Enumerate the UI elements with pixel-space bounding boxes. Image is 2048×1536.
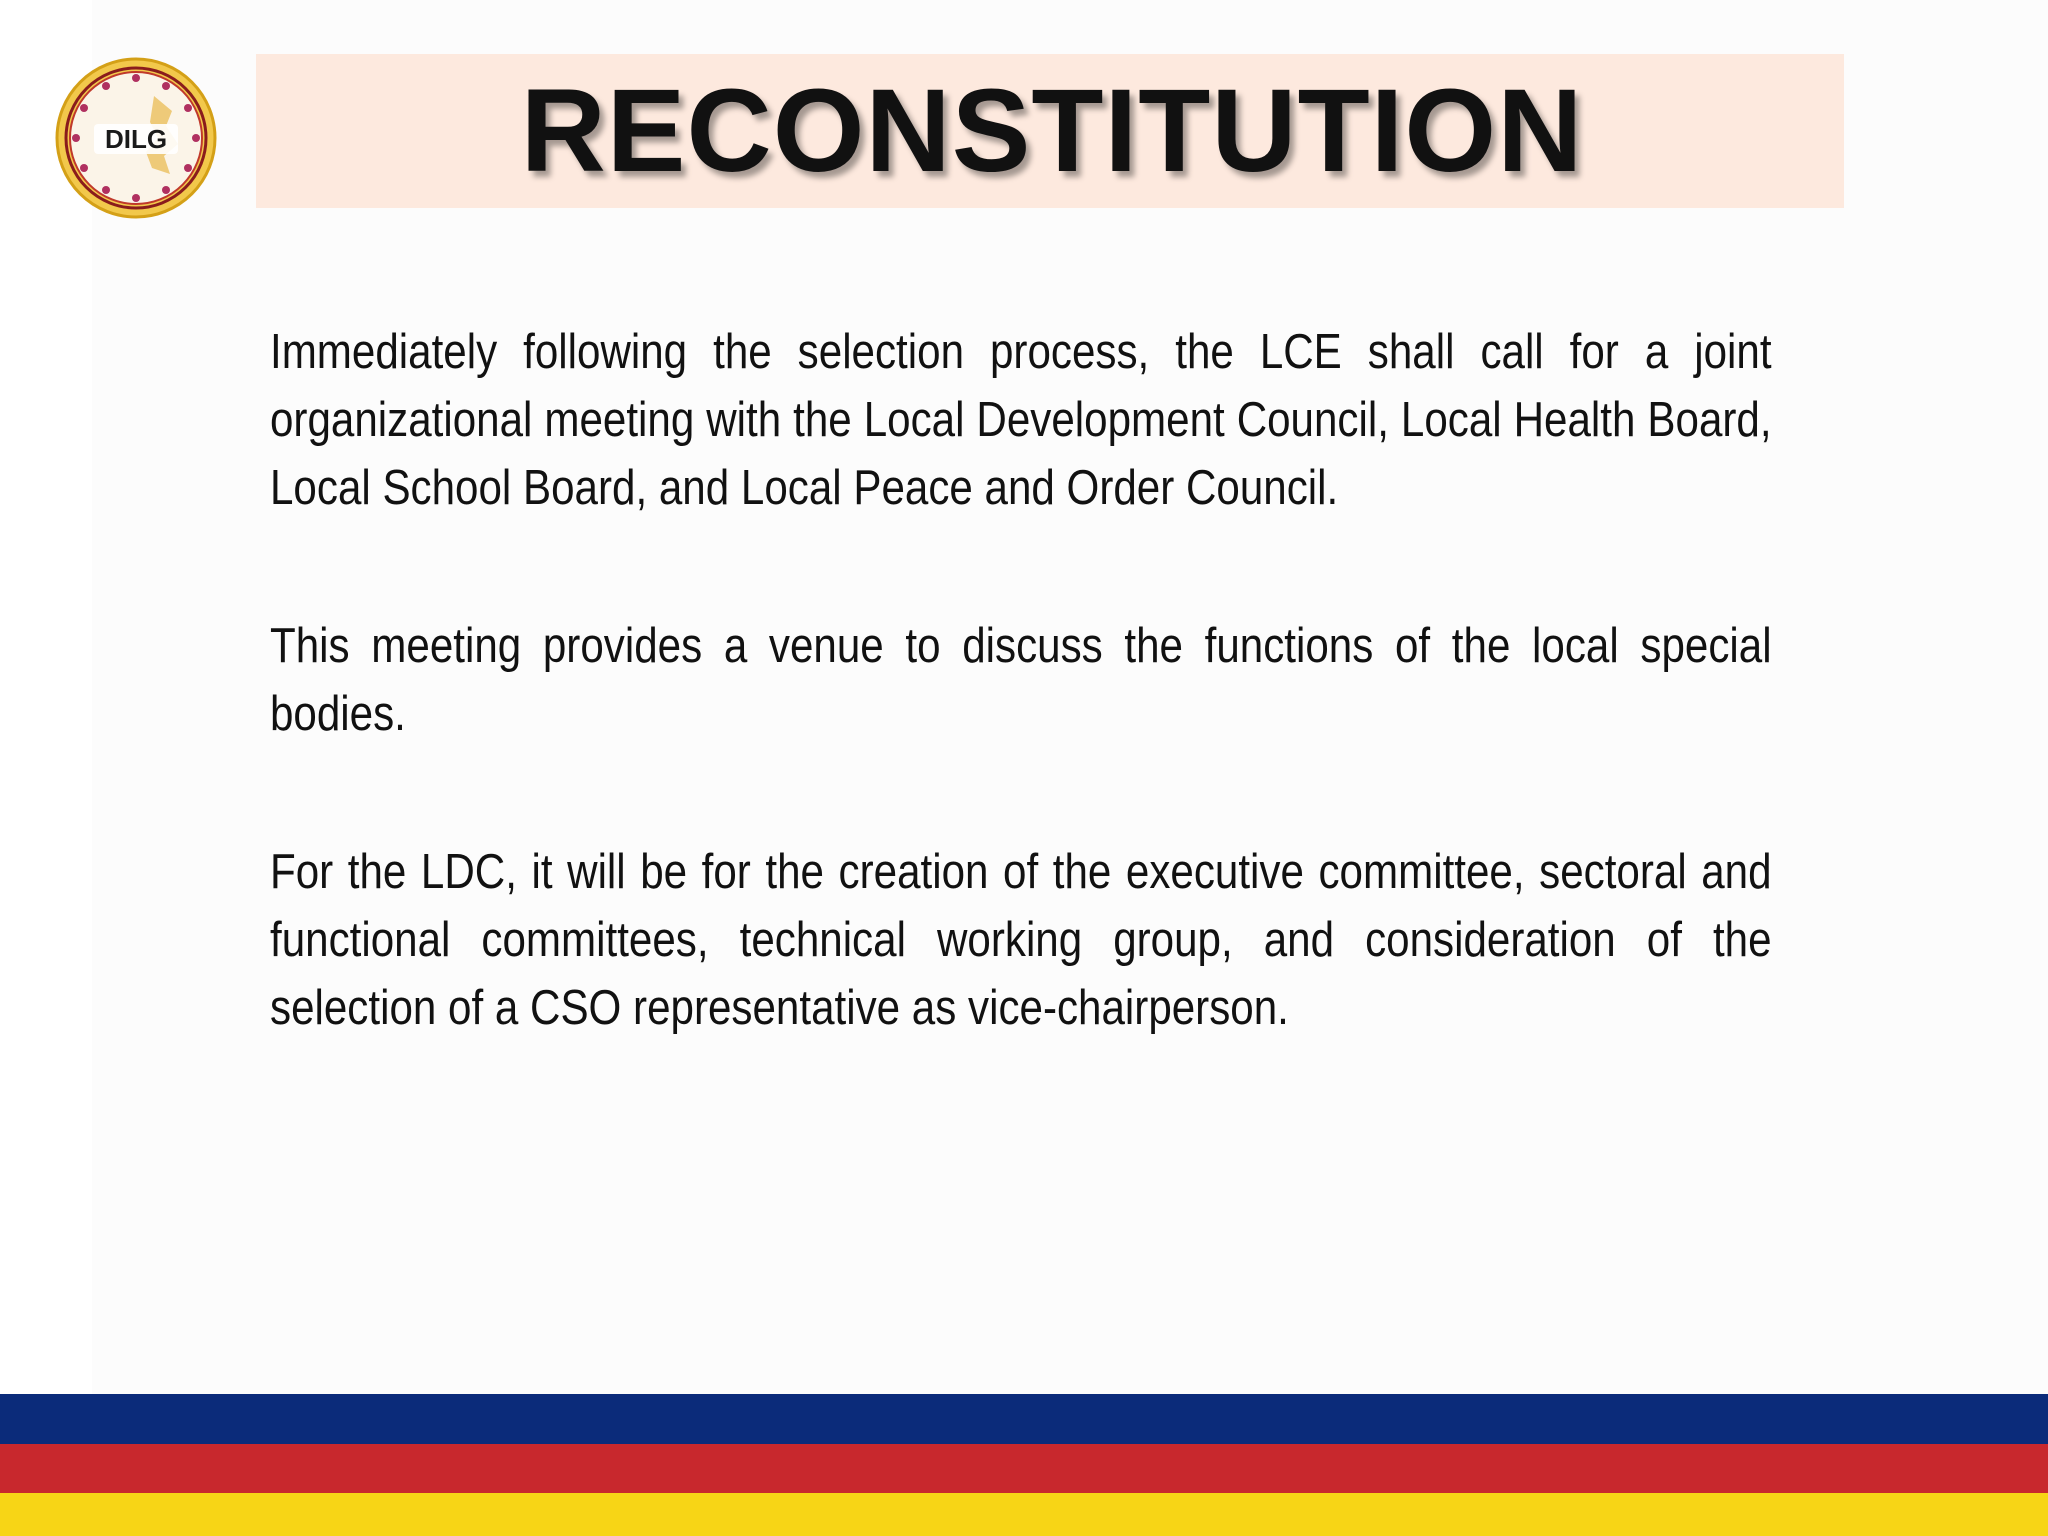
body-text <box>270 318 1772 1132</box>
page-title: RECONSTITUTION <box>520 65 1584 197</box>
paragraph-3: For the LDC, it will be for the creation of the executive committee, sectoral and functional committees, technical working group, and consideration of the selection of a CSO representative as vice-chairperson. <box>270 845 1772 1035</box>
title-banner <box>256 54 1844 208</box>
logo-text: DILG <box>104 124 168 154</box>
footer-stripe-blue <box>0 1394 2048 1444</box>
paragraph-1: Immediately following the selection process, the LCE shall call for a joint organizational meeting with the Local Development Council, Local Health Board, Local School Board, and Local Peace and Order Council. <box>270 325 1772 515</box>
footer-stripe-yellow <box>0 1493 2048 1536</box>
paragraph-2: This meeting provides a venue to discuss the functions of the local special bodies. <box>270 619 1772 741</box>
dilg-seal-graphic <box>54 56 218 220</box>
dilg-seal-icon <box>54 56 218 220</box>
footer-stripe-red <box>0 1444 2048 1493</box>
